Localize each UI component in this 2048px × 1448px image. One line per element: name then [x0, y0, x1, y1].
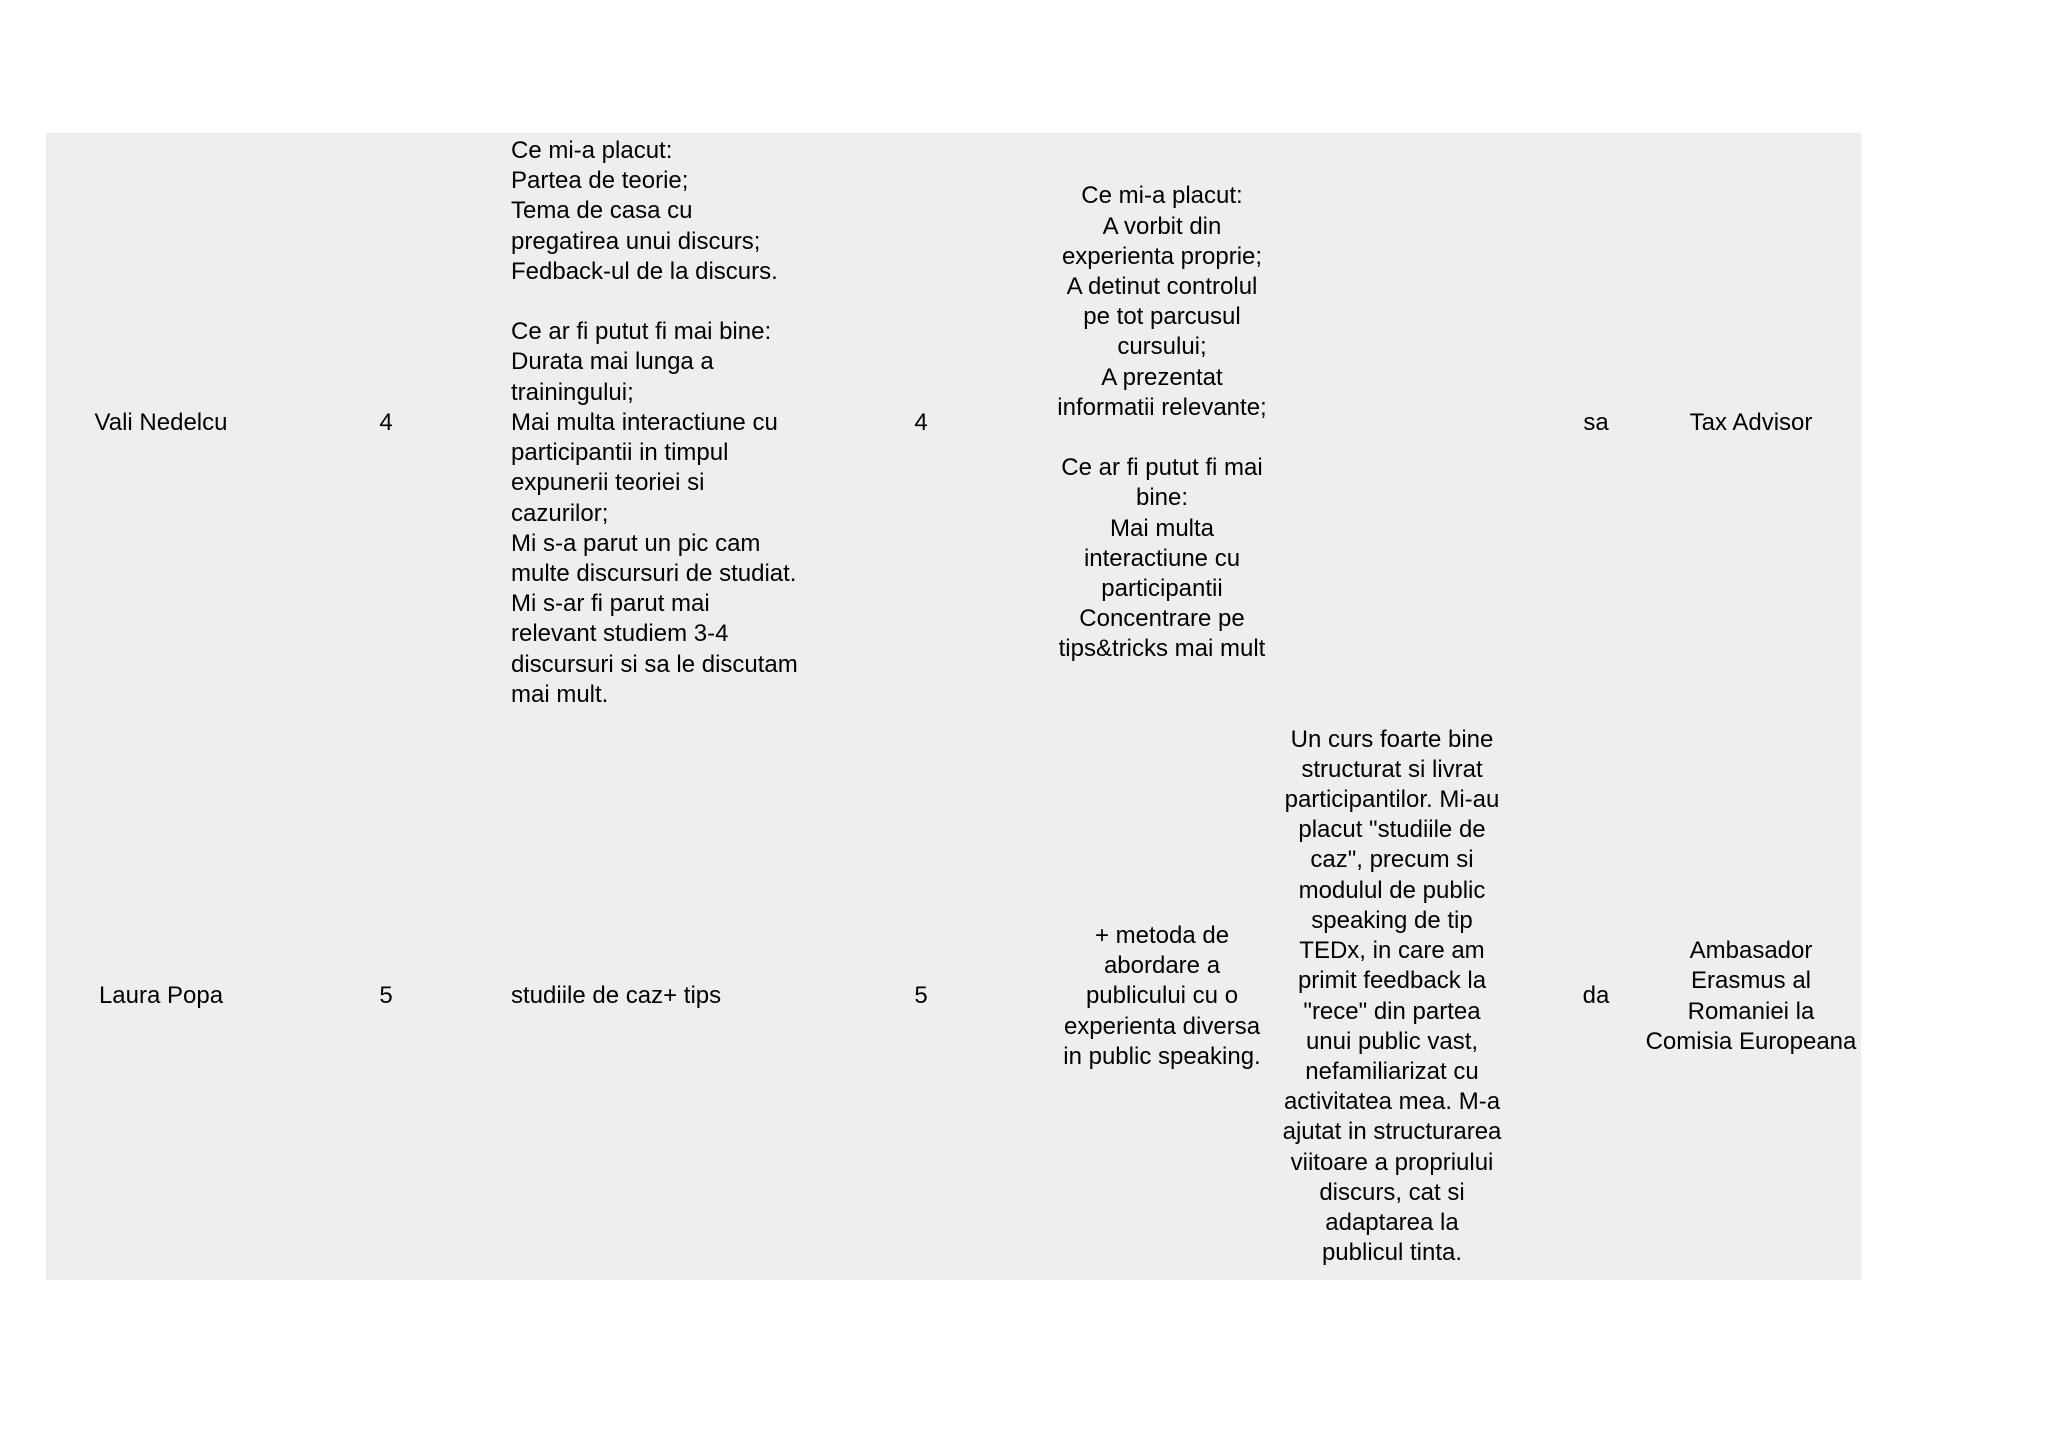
trainer-feedback-cell: Ce mi-a placut: A vorbit din experienta proprie; A detinut controlul pe tot parcusul cursului; A prezentat informatii relevante; Ce ar fi putut fi mai bine: Mai multa interactiune cu participantii Concentrare pe tips&tricks mai mult	[1057, 182, 1267, 663]
recommend-cell: sa	[1583, 408, 1609, 436]
feedback-cell: studiile de caz+ tips	[511, 982, 722, 1010]
score-cell: 4	[379, 408, 393, 436]
score-cell: 5	[379, 982, 393, 1010]
participant-name-cell: Laura Popa	[98, 982, 224, 1010]
trainer-feedback-cell: + metoda de abordare a publicului cu o experienta diversa in public speaking.	[1063, 921, 1261, 1070]
recommend-cell: da	[1582, 982, 1610, 1010]
feedback-cell: Ce mi-a placut: Partea de teorie; Tema de casa cu pregatirea unui discurs; Fedback-ul de la discurs. Ce ar fi putut fi mai bine: Durata mai lunga a trainingului; Mai multa interactiune cu participantii in timpul expunerii teoriei si cazurilor; Mi s-a parut un pic cam multe discursuri de studiat. Mi s-ar fi parut mai relevant studiem 3-4 discursuri si sa le discutam mai mult.	[511, 137, 798, 708]
role-cell: Tax Advisor	[1689, 408, 1813, 436]
trainer-score-cell: 4	[914, 408, 928, 436]
comment-cell	[1275, 133, 1509, 713]
comment-cell: Un curs foarte bine structurat si livrat participantilor. Mi-au placut "studiile de caz", precum si modulul de public speaking de tip TEDx, in care am primit feedback la "rece" din partea unui public vast, nefamiliarizat cu activitatea mea. M-a ajutat in structurarea viitoare a propriului discurs, cat si adaptarea la publicul tinta.	[1282, 725, 1502, 1267]
table-row	[46, 133, 1861, 713]
role-cell: Ambasador Erasmus al Romaniei la Comisia Europeana	[1645, 937, 1857, 1055]
feedback-table	[46, 133, 1861, 1280]
table-row	[46, 713, 1861, 1280]
trainer-score-cell: 5	[914, 982, 928, 1010]
participant-name-cell: Vali Nedelcu	[94, 408, 228, 436]
